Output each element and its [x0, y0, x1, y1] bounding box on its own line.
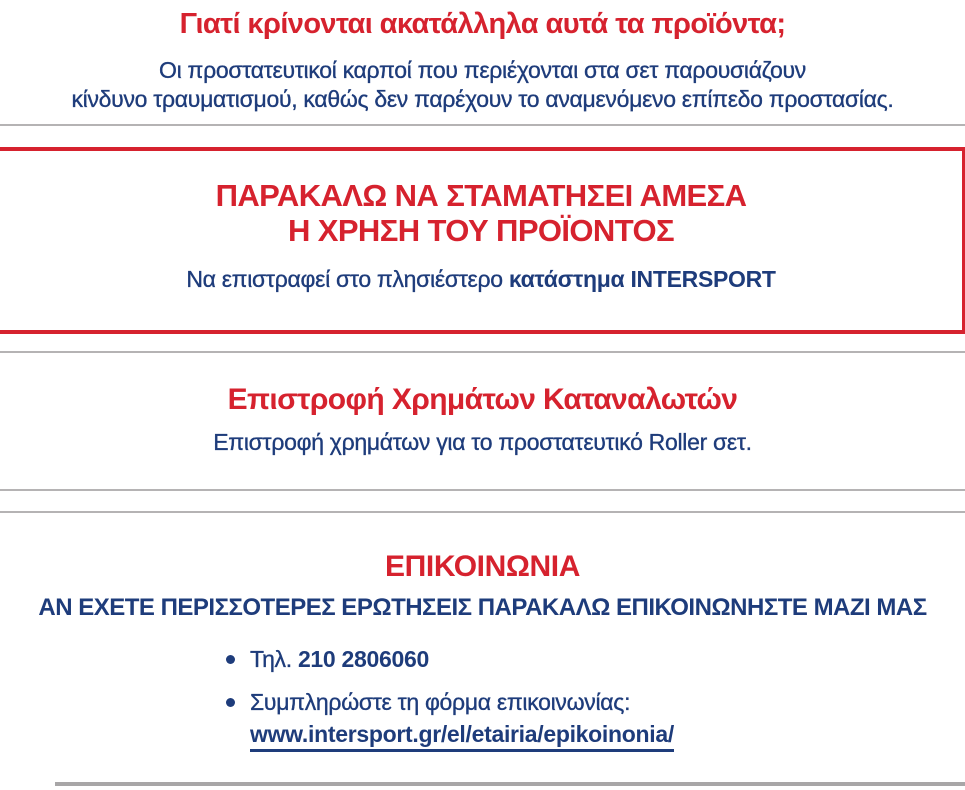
divider-line — [0, 511, 965, 513]
divider-line — [0, 489, 965, 491]
store-name-bold: κατάστημα INTERSPORT — [508, 266, 776, 292]
bullet-dot — [226, 698, 235, 707]
divider-line — [0, 124, 965, 126]
contact-heading: ΕΠΙΚΟΙΝΩΝΙΑ — [385, 550, 580, 583]
stop-usage-heading — [0, 178, 962, 248]
return-instruction — [0, 265, 962, 293]
phone-list-item — [250, 645, 429, 673]
stop-usage-box — [0, 147, 965, 334]
contact-form-link[interactable]: www.intersport.gr/el/etairia/epikoinonia/ — [250, 720, 674, 752]
bullet-dot — [226, 655, 235, 664]
why-unsuitable-body — [0, 56, 965, 114]
refund-heading: Επιστροφή Χρημάτων Καταναλωτών — [227, 383, 738, 416]
return-instruction-text: Να επιστραφεί στο πλησιέστερο — [186, 266, 509, 292]
why-body-line-2: κίνδυνο τραυματισμού, καθώς δεν παρέχουν το αναμενόμενο επίπεδο προστασίας. — [71, 86, 894, 112]
contact-form-link-row — [250, 720, 674, 752]
why-unsuitable-heading: Γιατί κρίνονται ακατάλληλα αυτά τα προϊόντα; — [179, 8, 786, 40]
contact-subheading: ΑΝ ΕΧΕΤΕ ΠΕΡΙΣΣΟΤΕΡΕΣ ΕΡΩΤΗΣΕΙΣ ΠΑΡΑΚΑΛΩ ΕΠΙΚΟΙΝΩΝΗΣΤΕ ΜΑΖΙ ΜΑΣ — [38, 594, 927, 621]
refund-body: Επιστροφή χρημάτων για το προστατευτικό Roller σετ. — [213, 429, 752, 455]
bottom-separator-bar — [55, 782, 965, 786]
contact-form-list-item: Συμπληρώστε τη φόρμα επικοινωνίας: — [250, 689, 631, 715]
phone-label: Τηλ. — [250, 646, 298, 672]
divider-line — [0, 351, 965, 353]
phone-number: 210 2806060 — [297, 646, 429, 672]
stop-heading-line-1: ΠΑΡΑΚΑΛΩ ΝΑ ΣΤΑΜΑΤΗΣΕΙ ΑΜΕΣΑ — [215, 178, 747, 213]
stop-heading-line-2: Η ΧΡΗΣΗ ΤΟΥ ΠΡΟΪΟΝΤΟΣ — [287, 213, 675, 248]
why-body-line-1: Οι προστατευτικοί καρποί που περιέχονται στα σετ παρουσιάζουν — [159, 57, 806, 83]
